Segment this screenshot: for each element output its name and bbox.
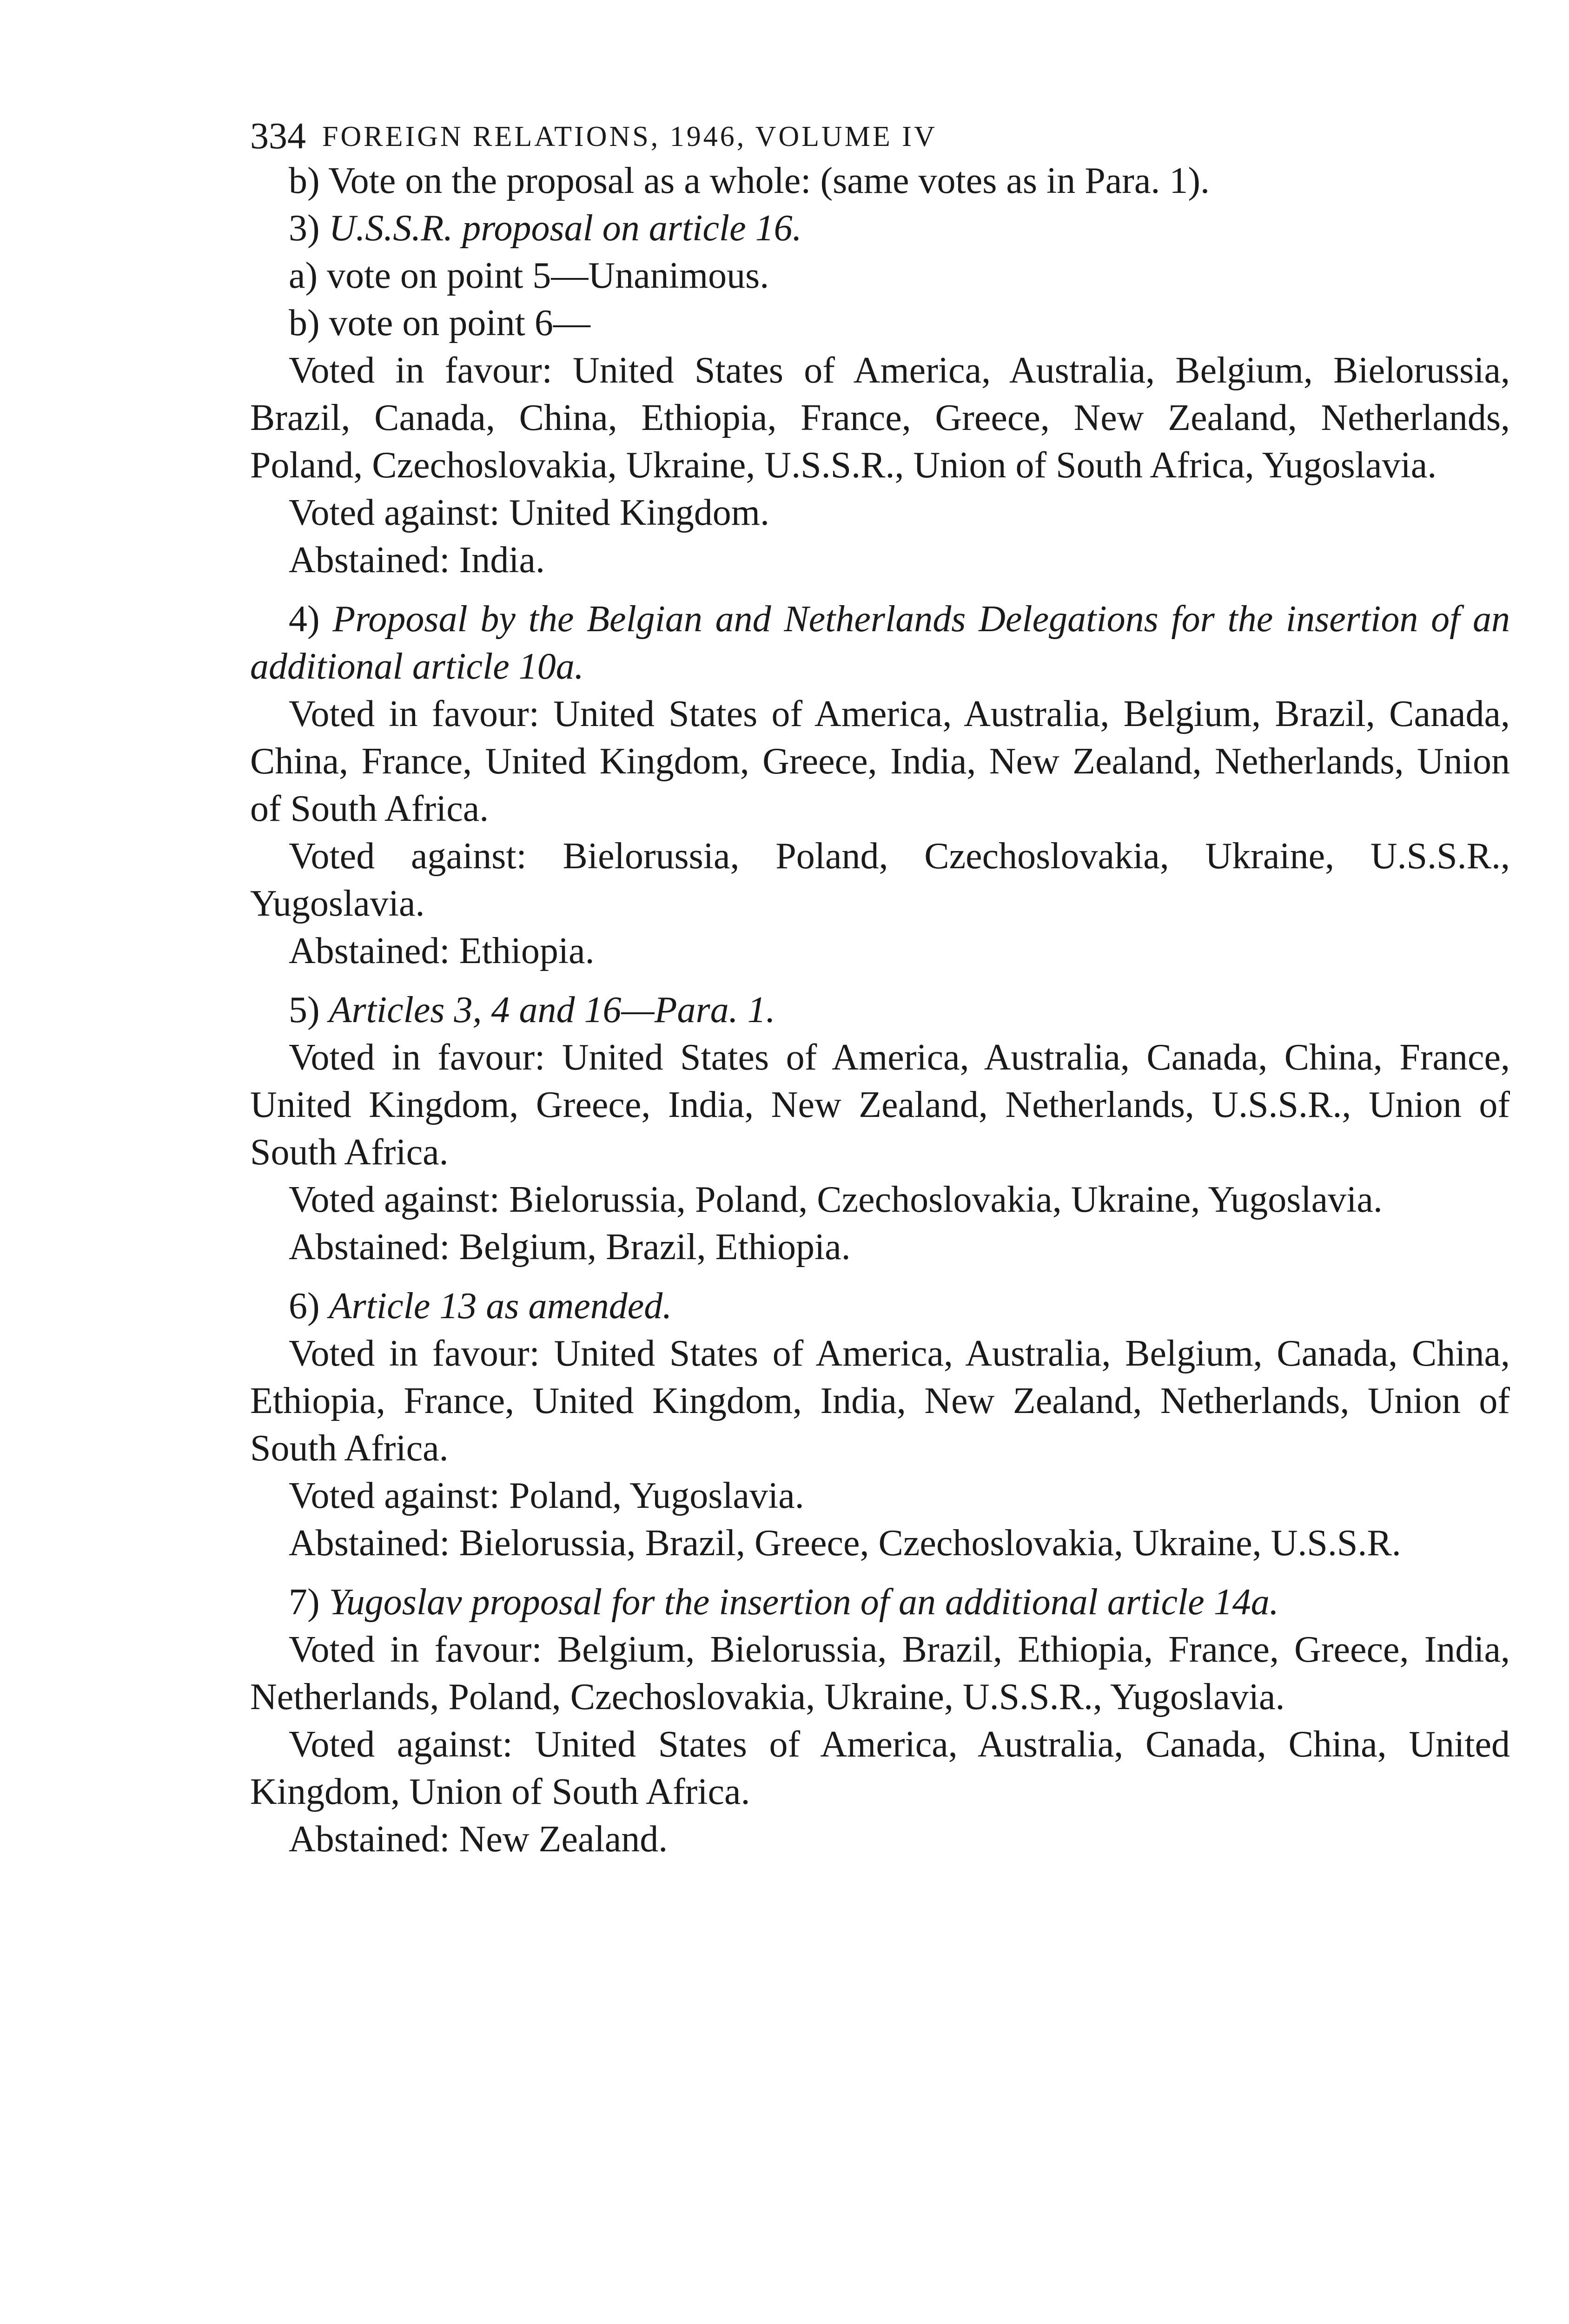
section-4-voted-in-favour: Voted in favour: United States of America, Australia, Belgium, Brazil, Canada, China, France, United Kingdom, Greece, India, New Zealand, Netherlands, Union of South Africa. xyxy=(250,693,1510,829)
section-6-voted-in-favour: Voted in favour: United States of America, Australia, Belgium, Canada, China, Ethiopia, France, United Kingdom, India, New Zealand, Netherlands, Union of South Africa. xyxy=(250,1333,1510,1469)
section-7-heading xyxy=(250,1578,1510,1626)
section-6-title: Article 13 as amended. xyxy=(329,1286,672,1327)
page-header xyxy=(250,111,1264,162)
section-4-voted-against: Voted against: Bielorussia, Poland, Czechoslovakia, Ukraine, U.S.S.R., Yugoslavia. xyxy=(250,836,1510,924)
section-5-abstained: Abstained: Belgium, Brazil, Ethiopia. xyxy=(289,1227,851,1268)
running-title: FOREIGN RELATIONS, 1946, VOLUME IV xyxy=(322,121,937,152)
section-4-abstained: Abstained: Ethiopia. xyxy=(289,931,595,971)
page-number: 334 xyxy=(250,116,306,157)
section-6-number: 6) xyxy=(289,1286,320,1327)
section-3-title: U.S.S.R. proposal on article 16. xyxy=(329,208,802,249)
section-5-voted-against: Voted against: Bielorussia, Poland, Czechoslovakia, Ukraine, Yugoslavia. xyxy=(289,1179,1383,1220)
section-6-heading xyxy=(250,1282,1510,1330)
section-7-abstained: Abstained: New Zealand. xyxy=(289,1819,668,1860)
section-3-abstained: Abstained: India. xyxy=(289,540,545,581)
section-4-number: 4) xyxy=(289,599,320,640)
section-7-voted-in-favour: Voted in favour: Belgium, Bielorussia, Brazil, Ethiopia, France, Greece, India, Netherlands, Poland, Czechoslovakia, Ukraine, U.S.S.R., Yugoslavia. xyxy=(250,1629,1510,1717)
section-5-number: 5) xyxy=(289,990,320,1030)
section-5-title: Articles 3, 4 and 16—Para. 1. xyxy=(329,990,775,1030)
section-5-heading xyxy=(250,986,1510,1034)
section-4-heading xyxy=(250,595,1510,690)
section-7-number: 7) xyxy=(289,1582,320,1623)
section-3-voted-against: Voted against: United Kingdom. xyxy=(289,492,769,533)
section-7-voted-against: Voted against: United States of America, Australia, Canada, China, United Kingdom, Union of South Africa. xyxy=(250,1724,1510,1812)
section-7-title: Yugoslav proposal for the insertion of an additional article 14a. xyxy=(329,1582,1279,1623)
section-6-abstained: Abstained: Bielorussia, Brazil, Greece, Czechoslovakia, Ukraine, U.S.S.R. xyxy=(289,1523,1401,1564)
section-3-number: 3) xyxy=(289,208,320,249)
section-3-point-a: a) vote on point 5—Unanimous. xyxy=(289,255,769,296)
section-3-point-b: b) vote on point 6— xyxy=(289,303,590,343)
section-3-voted-in-favour: Voted in favour: United States of America, Australia, Belgium, Bielorussia, Brazil, Canada, China, Ethiopia, France, Greece, New Zealand, Netherlands, Poland, Czechoslovakia, Ukraine, U.S.S.R., Union of South Africa, Yugoslavia. xyxy=(250,350,1510,486)
section-6-voted-against: Voted against: Poland, Yugoslavia. xyxy=(289,1475,804,1516)
section-3-heading xyxy=(250,205,1510,252)
section-4-title: Proposal by the Belgian and Netherlands Delegations for the insertion of an additional article 10a. xyxy=(250,599,1510,687)
document-body xyxy=(250,157,1510,1863)
section-5-voted-in-favour: Voted in favour: United States of America, Australia, Canada, China, France, United Kingdom, Greece, India, New Zealand, Netherlands, U.S.S.R., Union of South Africa. xyxy=(250,1037,1510,1173)
vote-whole-line: b) Vote on the proposal as a whole: (same votes as in Para. 1). xyxy=(289,160,1210,201)
